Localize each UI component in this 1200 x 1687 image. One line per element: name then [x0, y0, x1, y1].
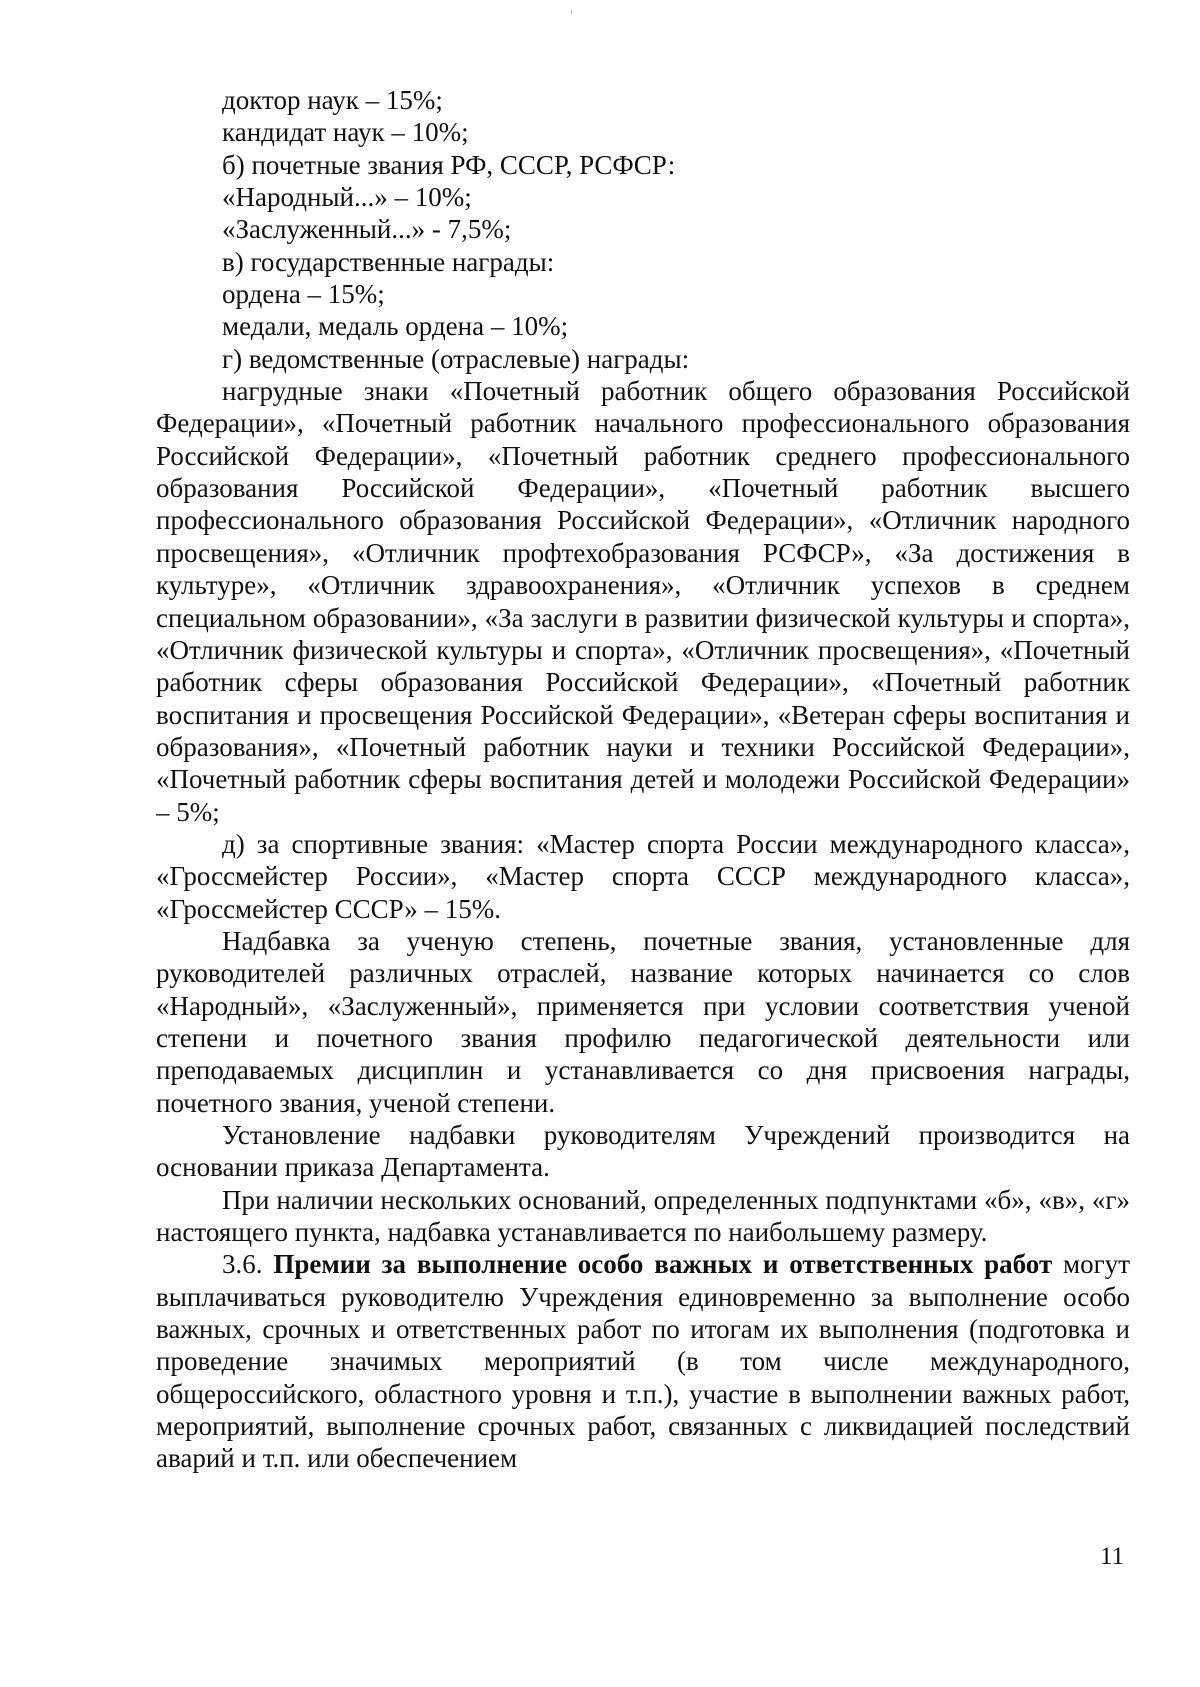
section-3-6-paragraph	[156, 1248, 1130, 1474]
section-3-6-body: могут выплачиваться руководителю Учреждения единовременно за выполнение особо важных, срочных и ответственных работ по итогам их выполнения (подготовка и проведение значимых мероприятий (в том числе международного, общероссийского, областного уровня и т.п.), участие в выполнении важных работ, мероприятий, выполнение срочных работ, связанных с ликвидацией последствий аварий и т.п. или обеспечением	[156, 1249, 1131, 1474]
scan-artifact-mark	[571, 10, 572, 14]
document-body	[156, 84, 1130, 1475]
list-item-candidate-of-sciences: кандидат наук – 10%;	[222, 117, 469, 148]
paragraph-sport-titles: д) за спортивные звания: «Мастер спорта России международного класса», «Гроссмейстер России», «Мастер спорта СССР международного класса», «Гроссмейстер СССР» – 15%.	[156, 828, 1130, 924]
section-3-6-heading: Премии за выполнение особо важных и ответственных работ	[273, 1249, 1053, 1280]
page-number: 11	[1100, 1543, 1125, 1570]
list-item-orders: ордена – 15%;	[222, 279, 385, 310]
list-item-doctor-of-sciences: доктор наук – 15%;	[222, 85, 443, 115]
list-item-medals: медали, медаль ордена – 10%;	[222, 311, 569, 342]
paragraph-multiple-grounds: При наличии нескольких оснований, определенных подпунктами «б», «в», «г» настоящего пункта, надбавка устанавливается по наибольшему размеру.	[156, 1184, 1130, 1248]
paragraph-bonus-order: Установление надбавки руководителям Учреждений производится на основании приказа Департамента.	[156, 1120, 1130, 1183]
list-item-peoples-title: «Народный...» – 10%;	[222, 182, 472, 213]
paragraph-badges-list: нагрудные знаки «Почетный работник общего образования Российской Федерации», «Почетный работник начального профессионального образования Российской Федерации», «Почетный работник среднего профессионального образования Российской Федерации», «Почетный работник высшего профессионального образования Российской Федерации», «Отличник народного просвещения», «Отличник профтехобразования РСФСР», «За достижения в культуре», «Отличник здравоохранения», «Отличник успехов в среднем специальном образовании», «За заслуги в развитии физической культуры и спорта», «Отличник физической культуры и спорта», «Отличник просвещения», «Почетный работник сферы образования Российской Федерации», «Почетный работник воспитания и просвещения Российской Федерации», «Ветеран сферы воспитания и образования», «Почетный работник науки и техники Российской Федерации», «Почетный работник сферы воспитания детей и молодежи Российской Федерации» – 5%;	[156, 376, 1130, 827]
paragraph-bonus-conditions: Надбавка за ученую степень, почетные звания, установленные для руководителей различных отраслей, название которых начинается со слов «Народный», «Заслуженный», применяется при условии соответствия ученой степени и почетного звания профилю педагогической деятельности или преподаваемых дисциплин и устанавливается со дня присвоения награды, почетного звания, ученой степени.	[156, 925, 1130, 1118]
list-item-state-awards-heading: в) государственные награды:	[222, 246, 555, 277]
list-item-honored-title: «Заслуженный...» - 7,5%;	[222, 214, 512, 245]
list-item-honorary-titles-heading: б) почетные звания РФ, СССР, РСФСР:	[222, 149, 676, 180]
list-item-departmental-awards-heading: г) ведомственные (отраслевые) награды:	[222, 343, 690, 374]
section-3-6-number: 3.6.	[222, 1249, 263, 1280]
